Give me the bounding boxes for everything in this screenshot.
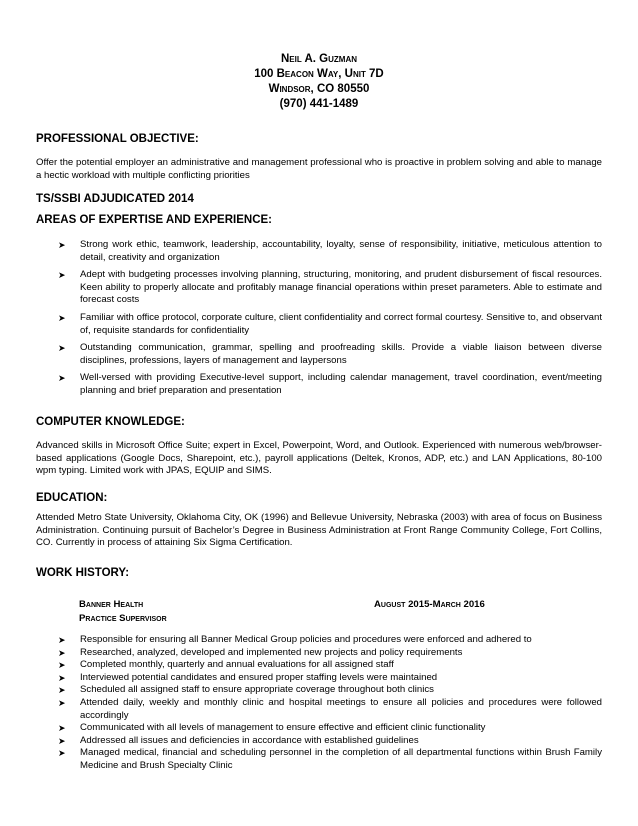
arrow-bullet-icon: ➤ <box>58 270 66 281</box>
list-item: ➤ Interviewed potential candidates and ensured proper staffing levels were maintained <box>58 671 438 683</box>
candidate-name: Neil A. Guzman <box>280 53 358 65</box>
arrow-bullet-icon: ➤ <box>58 660 66 671</box>
objective-heading: PROFESSIONAL OBJECTIVE: <box>36 133 199 145</box>
education-heading: EDUCATION: <box>36 492 108 504</box>
list-item: ➤ Attended daily, weekly and monthly clinic and hospital meetings to ensure all policies and procedures were followed accordingly <box>58 696 602 721</box>
arrow-bullet-icon: ➤ <box>58 685 66 696</box>
arrow-bullet-icon: ➤ <box>58 373 66 384</box>
list-item: ➤ Strong work ethic, teamwork, leadership, accountability, loyalty, sense of responsibility, initiative, meticulous attention to detail, creativity and organization <box>58 239 602 263</box>
expertise-list <box>58 239 602 403</box>
arrow-bullet-icon: ➤ <box>58 635 66 645</box>
objective-text: Offer the potential employer an administrative and management professional who is proactive in problem solving and able to manage a hectic workload with multiple conflicting priorities <box>36 157 602 181</box>
list-item: ➤ Outstanding communication, grammar, spelling and proofreading skills. Provide a viable liaison between diverse disciplines, professions, layers of management and laypersons <box>58 342 602 366</box>
job-title: Practice Supervisor <box>79 613 167 624</box>
arrow-bullet-icon: ➤ <box>58 748 66 759</box>
expertise-heading: AREAS OF EXPERTISE AND EXPERIENCE: <box>36 214 273 226</box>
arrow-bullet-icon: ➤ <box>58 697 66 708</box>
list-item: ➤ Scheduled all assigned staff to ensure appropriate coverage throughout both clinics <box>58 684 434 696</box>
list-item: ➤ Completed monthly, quarterly and annual evaluations for all assigned staff <box>58 659 394 671</box>
arrow-bullet-icon: ➤ <box>58 672 66 683</box>
list-item: ➤ Communicated with all levels of management to ensure effective and efficient clinic functionality <box>58 722 486 734</box>
phone-number: (970) 441-1489 <box>279 98 359 110</box>
list-item: ➤ Addressed all issues and deficiencies in accordance with established guidelines <box>58 734 419 746</box>
employer-name: Banner Health <box>79 599 144 610</box>
list-item: ➤ Researched, analyzed, developed and implemented new projects and policy requirements <box>58 646 463 658</box>
list-item: ➤ Responsible for ensuring all Banner Medical Group policies and procedures were enforced and adhered to <box>58 634 532 645</box>
address-line-1: 100 Beacon Way, Unit 7D <box>254 68 384 80</box>
arrow-bullet-icon: ➤ <box>58 343 66 354</box>
computer-heading: COMPUTER KNOWLEDGE: <box>36 416 185 428</box>
list-item: ➤ Well-versed with providing Executive-level support, including calendar management, travel coordination, event/meeting planning and brief preparation and presentation <box>58 372 602 396</box>
education-text: Attended Metro State University, Oklahoma City, OK (1996) and Bellevue University, Nebraska (2003) with area of focus on Business Administration. Continuing pursuit of Bachelor’s Degree in Business Administration at Front Range Community College, Fort Collins, CO. Currently in process of attaining Six Sigma Certification. <box>36 512 602 549</box>
employment-dates: August 2015-March 2016 <box>374 599 485 610</box>
list-item: ➤ Managed medical, financial and scheduling personnel in the completion of all departmental functions within Brush Family Medicine and Brush Specialty Clinic <box>58 747 602 771</box>
arrow-bullet-icon: ➤ <box>58 240 66 250</box>
arrow-bullet-icon: ➤ <box>58 735 66 746</box>
clearance-heading: TS/SSBI ADJUDICATED 2014 <box>36 193 194 205</box>
work-heading: WORK HISTORY: <box>36 567 130 579</box>
arrow-bullet-icon: ➤ <box>58 723 66 734</box>
address-line-2: Windsor, CO 80550 <box>268 83 370 95</box>
arrow-bullet-icon: ➤ <box>58 647 66 658</box>
work-duties-list <box>58 634 602 773</box>
list-item: ➤ Familiar with office protocol, corporate culture, client confidentiality and correct formal courtesy. Sensitive to, and observant of, requisite standards for confidentiality <box>58 311 602 336</box>
computer-text: Advanced skills in Microsoft Office Suite; expert in Excel, Powerpoint, Word, and Outlook. Experienced with numerous web/browser-based applications (Google Docs, Sharepoint, etc.), payroll applications (Deltek, Kronos, ADP, etc.) and LAN Applications, 80-100 wpm typing. Limited work with JPAS, EQUIP and SIMS. <box>36 440 602 477</box>
list-item: ➤ Adept with budgeting processes involving planning, structuring, monitoring, and prudent disbursement of fiscal resources. Keen ability to properly allocate and profitably manage financial operations within preset parameters. Able to estimate and forecast costs <box>58 269 602 306</box>
arrow-bullet-icon: ➤ <box>58 312 66 323</box>
